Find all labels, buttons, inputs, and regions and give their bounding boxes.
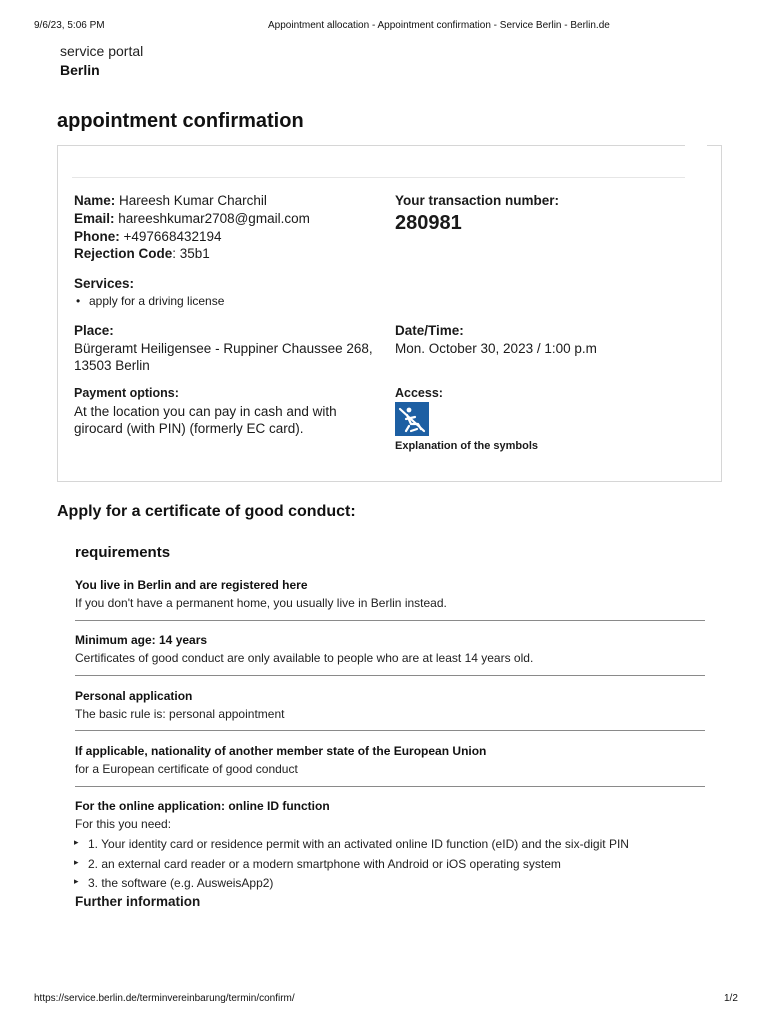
footer-page-number: 1/2 xyxy=(724,993,738,1004)
section-title: Apply for a certificate of good conduct: xyxy=(57,503,356,520)
brand-service-portal[interactable]: service portal xyxy=(60,43,144,59)
place-line-2: 13503 Berlin xyxy=(74,358,150,373)
payment-line-1: At the location you can pay in cash and with xyxy=(74,404,337,419)
email-value: hareeshkumar2708@gmail.com xyxy=(118,211,310,226)
requirement-title: If applicable, nationality of another member state of the European Union xyxy=(75,744,487,758)
datetime-value: Mon. October 30, 2023 / 1:00 p.m xyxy=(395,341,597,356)
further-information-heading[interactable]: Further information xyxy=(75,894,201,909)
rejection-code-row xyxy=(74,245,210,263)
datetime-label: Date/Time: xyxy=(395,323,464,338)
name-label: Name: xyxy=(74,193,116,208)
symbols-explanation-link[interactable]: Explanation of the symbols xyxy=(395,440,539,452)
payment-line-2: girocard (with PIN) (formerly EC card). xyxy=(74,421,304,436)
requirement-text: Certificates of good conduct are only available to people who are at least 14 years old. xyxy=(75,651,534,665)
card-divider xyxy=(72,177,707,178)
wheelchair-accessible-icon xyxy=(395,402,429,436)
divider xyxy=(75,730,705,731)
brand-berlin[interactable]: Berlin xyxy=(60,62,100,78)
requirement-text: If you don't have a permanent home, you usually live in Berlin instead. xyxy=(75,596,447,610)
divider xyxy=(75,620,705,621)
place-label: Place: xyxy=(74,323,114,338)
list-item: ▸ 2. an external card reader or a modern smartphone with Android or iOS operating system xyxy=(74,857,561,871)
print-datetime: 9/6/23, 5:06 PM xyxy=(34,20,105,31)
list-item: ▸ 1. Your identity card or residence permit with an activated online ID function (eID) and the six-digit PIN xyxy=(74,837,629,851)
requirement-title: Personal application xyxy=(75,689,193,703)
phone-label: Phone: xyxy=(74,229,120,244)
transaction-label: Your transaction number: xyxy=(395,193,560,208)
requirement-title: For the online application: online ID function xyxy=(75,799,330,813)
requirements-title: requirements xyxy=(75,544,171,561)
divider xyxy=(75,675,705,676)
page-title: appointment confirmation xyxy=(57,110,304,132)
email-label: Email: xyxy=(74,211,115,226)
rejection-code-label: Rejection Code xyxy=(74,246,173,261)
name-row xyxy=(74,192,267,210)
access-label: Access: xyxy=(395,386,443,400)
requirement-title: You live in Berlin and are registered here xyxy=(75,578,308,592)
print-page-title: Appointment allocation - Appointment confirmation - Service Berlin - Berlin.de xyxy=(268,20,610,31)
place-line-1: Bürgeramt Heiligensee - Ruppiner Chaussee 268, xyxy=(74,341,373,356)
divider xyxy=(75,786,705,787)
rejection-code-value: : 35b1 xyxy=(172,246,210,261)
email-row xyxy=(74,210,310,228)
phone-row xyxy=(74,228,222,246)
list-item: ▸ 3. the software (e.g. AusweisApp2) xyxy=(74,876,274,890)
requirement-text: The basic rule is: personal appointment xyxy=(75,707,285,721)
requirement-text: For this you need: xyxy=(75,817,172,831)
services-label: Services: xyxy=(74,276,135,291)
requirement-text: for a European certificate of good conduct xyxy=(75,762,298,776)
service-item: • apply for a driving license xyxy=(89,294,224,308)
footer-url: https://service.berlin.de/terminvereinbarung/termin/confirm/ xyxy=(34,993,295,1004)
transaction-number: 280981 xyxy=(395,212,462,234)
requirement-title: Minimum age: 14 years xyxy=(75,633,208,647)
payment-label: Payment options: xyxy=(74,386,179,400)
name-value: Hareesh Kumar Charchil xyxy=(119,193,267,208)
phone-value: +497668432194 xyxy=(123,229,222,244)
